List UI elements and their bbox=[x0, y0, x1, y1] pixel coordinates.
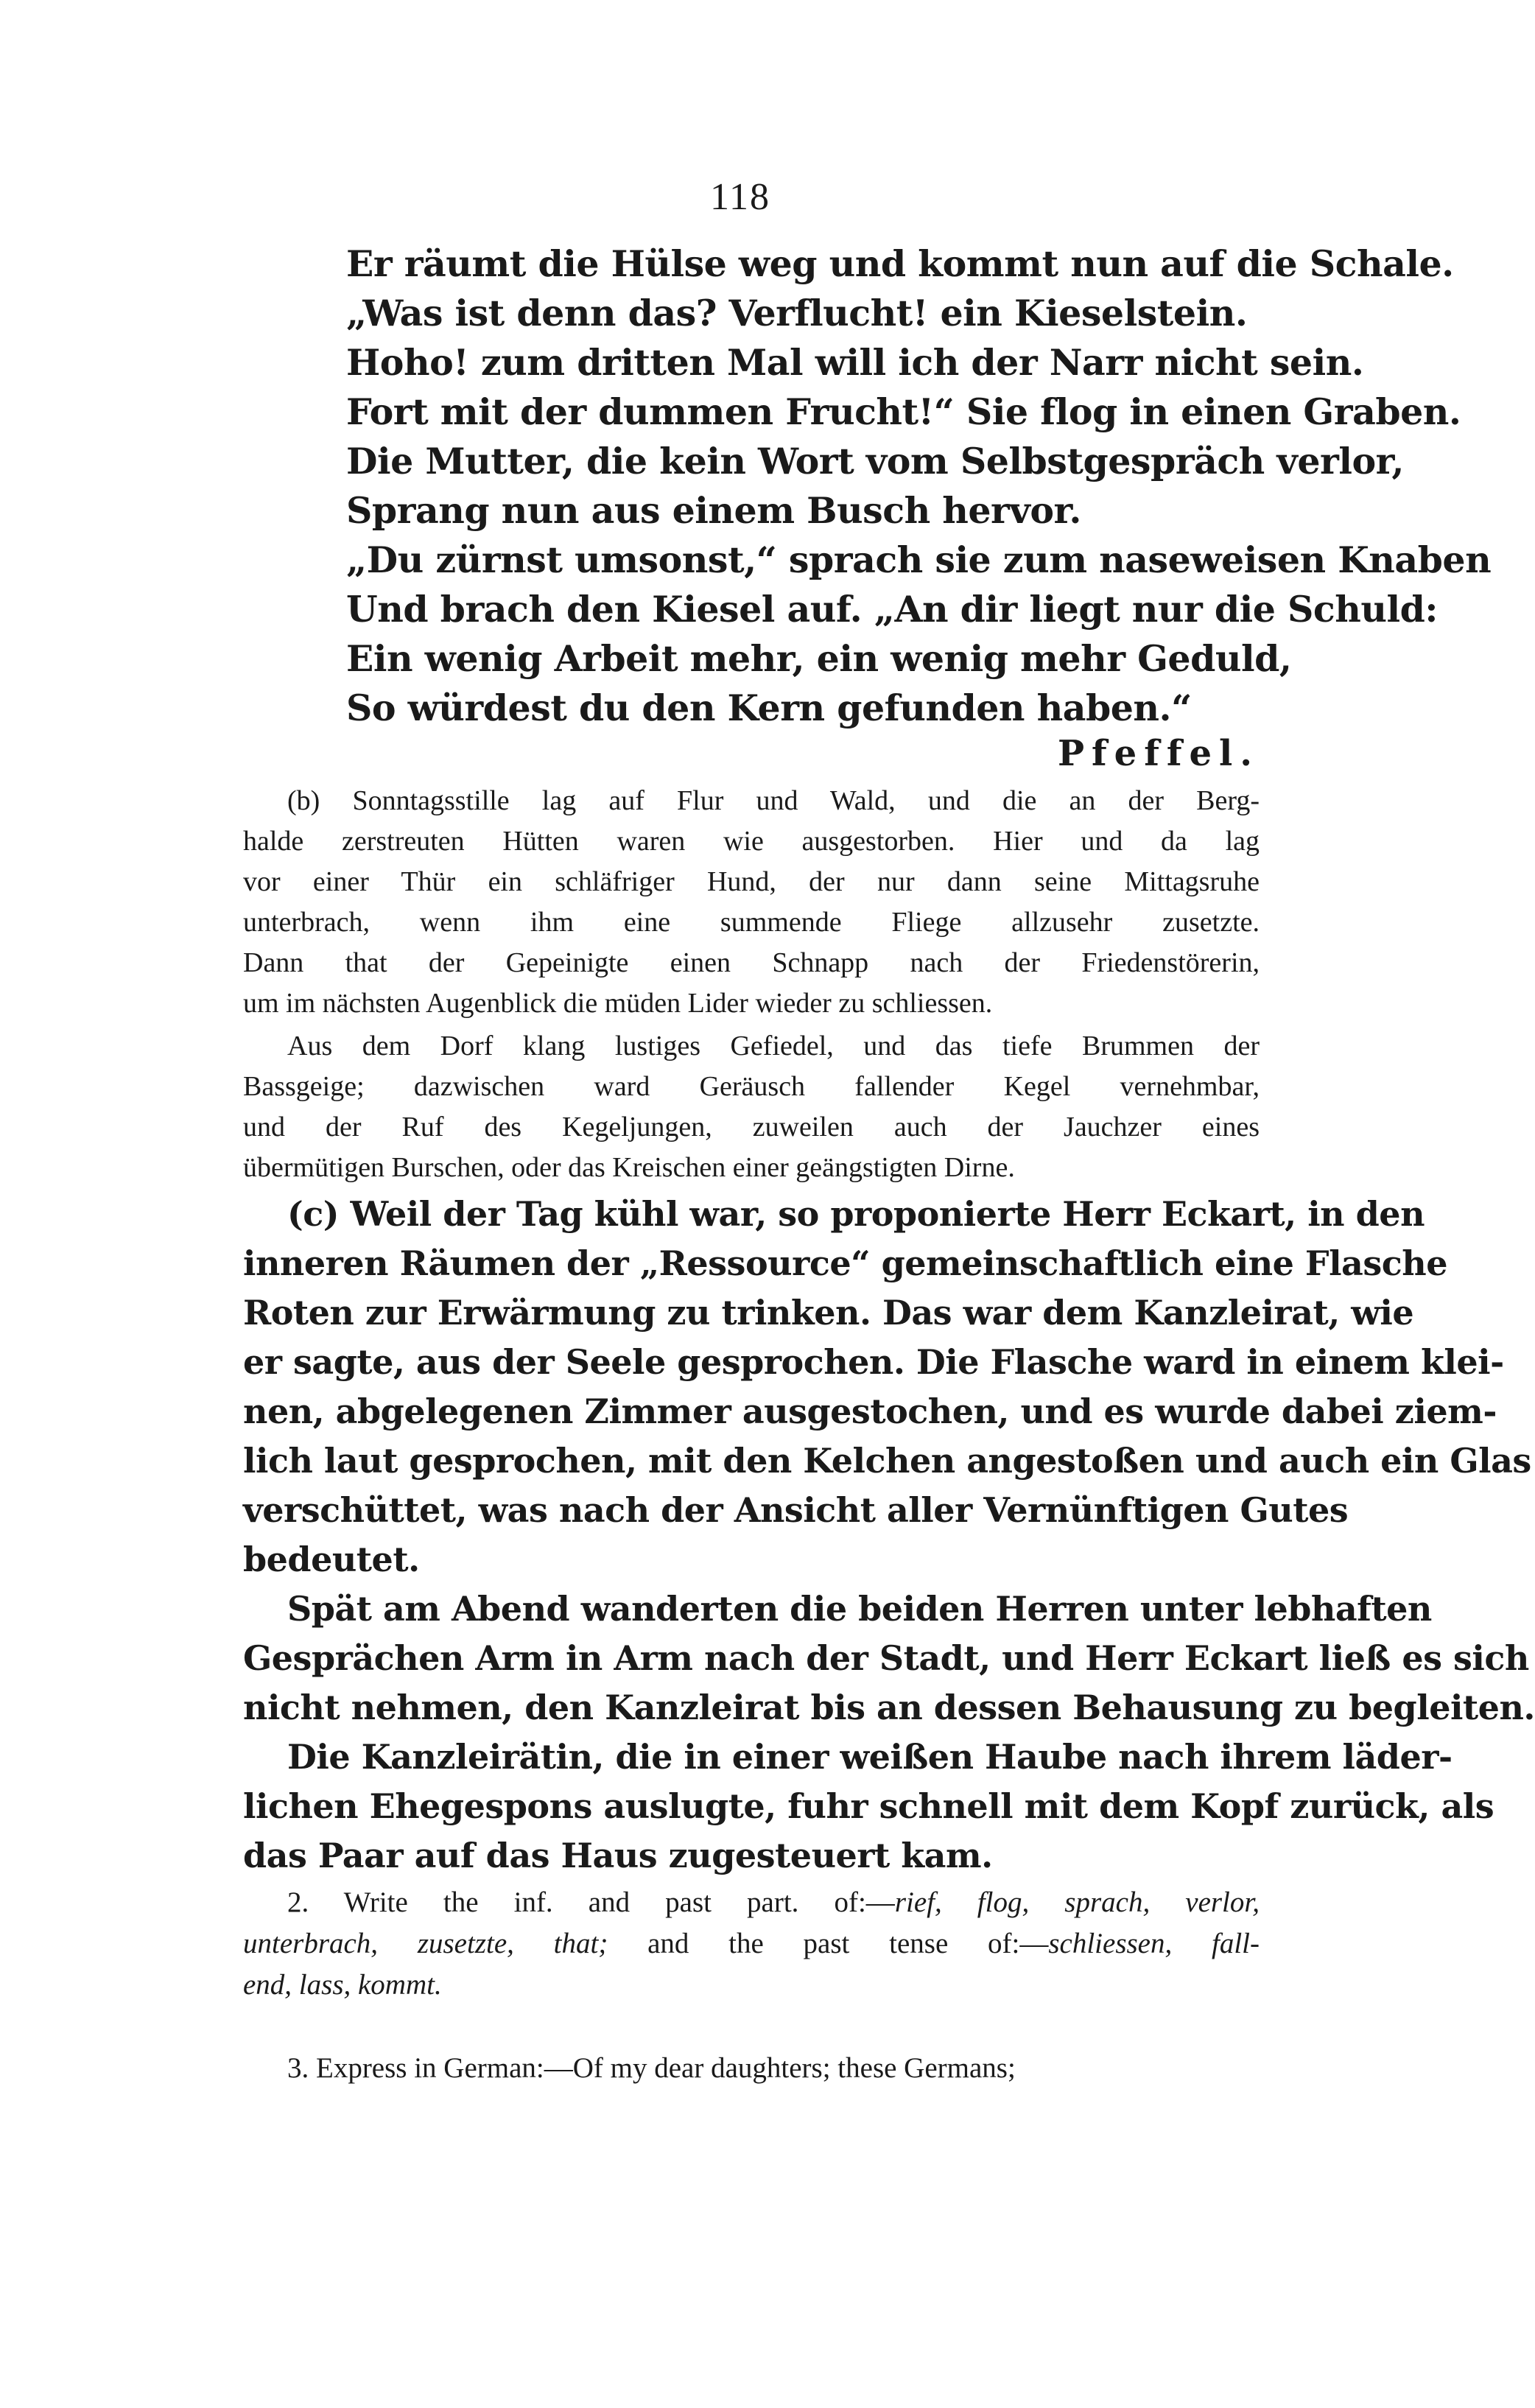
section-c-paragraph-1 bbox=[243, 1190, 1531, 1584]
text-line bbox=[243, 1882, 1260, 1923]
poem-author: Pfeffel. bbox=[1057, 733, 1260, 774]
text-line: Bassgeige; dazwischen ward Geräusch fallender Kegel vernehmbar, bbox=[243, 1071, 1260, 1102]
text-line: Die Kanzleirätin, die in einer weißen Haube nach ihrem läder- bbox=[287, 1737, 1453, 1777]
text-line: Roten zur Erwärmung zu trinken. Das war dem Kanzleirat, wie bbox=[243, 1293, 1414, 1333]
exercise-2-words: schliessen, fall- bbox=[1048, 1928, 1260, 1959]
text-line: und der Ruf des Kegeljungen, zuweilen auch der Jauchzer eines bbox=[243, 1112, 1260, 1142]
text-line: vor einer Thür ein schläfriger Hund, der nur dann seine Mittagsruhe bbox=[243, 866, 1260, 897]
text-line: bedeutet. bbox=[243, 1540, 420, 1579]
exercise-2-words: end, lass, kommt. bbox=[243, 1969, 442, 2001]
text-line: nen, abgelegenen Zimmer ausgestochen, und es wurde dabei ziem- bbox=[243, 1391, 1497, 1431]
text-line bbox=[243, 1923, 1260, 1965]
exercise-2-instruction: 2. Write the inf. and past part. of:— bbox=[287, 1886, 895, 1918]
text-line bbox=[243, 1965, 1260, 2006]
section-c-paragraph-2 bbox=[243, 1584, 1535, 1733]
text-line: Spät am Abend wanderten die beiden Herren unter lebhaften bbox=[287, 1589, 1432, 1629]
text-line: halde zerstreuten Hütten waren wie ausgestorben. Hier und da lag bbox=[243, 826, 1260, 857]
section-c-paragraph-3 bbox=[243, 1733, 1494, 1881]
poem-line: Die Mutter, die kein Wort vom Selbstgespräch verlor, bbox=[346, 440, 1404, 482]
poem-line: Er räumt die Hülse weg und kommt nun auf die Schale. bbox=[346, 242, 1454, 285]
text-line: übermütigen Burschen, oder das Kreischen einer geängstigten Dirne. bbox=[243, 1152, 1015, 1183]
exercise-2-words: rief, flog, sprach, verlor, bbox=[894, 1886, 1260, 1918]
text-line: nicht nehmen, den Kanzleirat bis an dessen Behausung zu begleiten. bbox=[243, 1688, 1535, 1727]
text-line: er sagte, aus der Seele gesprochen. Die Flasche ward in einem klei- bbox=[243, 1342, 1504, 1382]
text-line: lich laut gesprochen, mit den Kelchen angestoßen und auch ein Glas bbox=[243, 1441, 1531, 1481]
text-line: 3. Express in German:—Of my dear daughters; these Germans; bbox=[287, 2052, 1016, 2084]
text-line: lichen Ehegespons auslugte, fuhr schnell mit dem Kopf zurück, als bbox=[243, 1786, 1494, 1826]
text-line: Aus dem Dorf klang lustiges Gefiedel, und das tiefe Brummen der bbox=[287, 1031, 1260, 1061]
page-number: 118 bbox=[709, 176, 771, 218]
exercise-2-words: unterbrach, zusetzte, that; bbox=[243, 1928, 608, 1959]
exercise-2 bbox=[243, 1882, 1260, 2006]
text-line: das Paar auf das Haus zugesteuert kam. bbox=[243, 1836, 993, 1875]
text-line: (b) Sonntagsstille lag auf Flur und Wald, und die an der Berg- bbox=[287, 785, 1260, 816]
poem-line: „Du zürnst umsonst,“ sprach sie zum naseweisen Knaben bbox=[346, 538, 1492, 581]
text-line: verschüttet, was nach der Ansicht aller Vernünftigen Gutes bbox=[243, 1490, 1349, 1530]
text-line: (c) Weil der Tag kühl war, so proponierte Herr Eckart, in den bbox=[287, 1194, 1425, 1234]
text-line: Gesprächen Arm in Arm nach der Stadt, und Herr Eckart ließ es sich bbox=[243, 1638, 1529, 1678]
section-b-paragraph-2 bbox=[243, 1026, 1260, 1188]
text-line: inneren Räumen der „Ressource“ gemeinschaftlich eine Flasche bbox=[243, 1243, 1447, 1283]
poem-line: Ein wenig Arbeit mehr, ein wenig mehr Geduld, bbox=[346, 637, 1292, 680]
text-line: unterbrach, wenn ihm eine summende Fliege allzusehr zusetzte. bbox=[243, 907, 1260, 938]
section-b-paragraph-1 bbox=[243, 781, 1260, 1024]
poem-line: Fort mit der dummen Frucht!“ Sie flog in einen Graben. bbox=[346, 390, 1461, 433]
poem bbox=[346, 239, 1492, 733]
poem-line: Und brach den Kiesel auf. „An dir liegt nur die Schuld: bbox=[346, 588, 1438, 631]
poem-line: So würdest du den Kern gefunden haben.“ bbox=[346, 687, 1192, 729]
poem-line: Hoho! zum dritten Mal will ich der Narr nicht sein. bbox=[346, 341, 1364, 384]
text-line: Dann that der Gepeinigte einen Schnapp nach der Friedenstörerin, bbox=[243, 947, 1260, 978]
poem-line: Sprang nun aus einem Busch hervor. bbox=[346, 489, 1081, 532]
exercise-3 bbox=[243, 2048, 1260, 2089]
exercise-2-instruction: and the past tense of:— bbox=[608, 1928, 1049, 1959]
poem-line: „Was ist denn das? Verflucht! ein Kieselstein. bbox=[346, 292, 1248, 334]
text-line: um im nächsten Augenblick die müden Lider wieder zu schliessen. bbox=[243, 988, 993, 1019]
